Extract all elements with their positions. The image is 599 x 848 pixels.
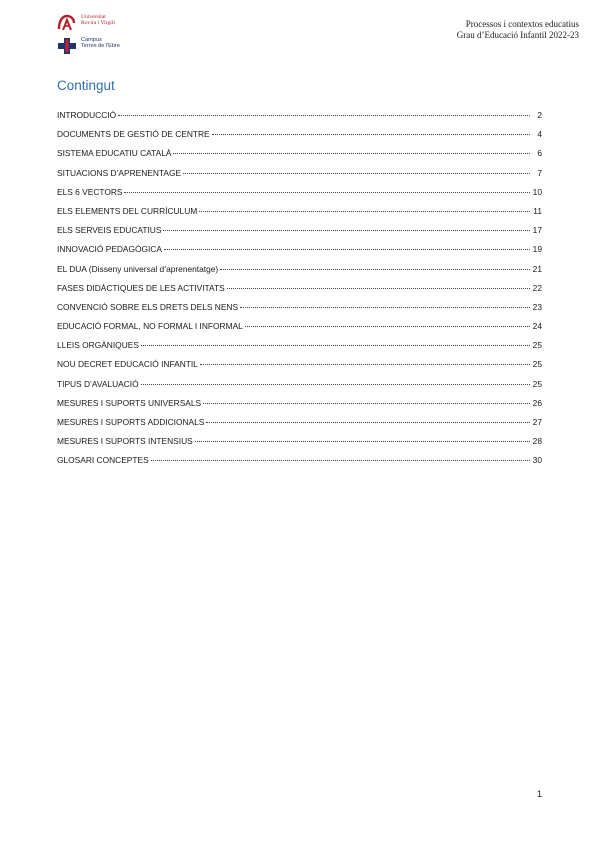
toc-entry-label[interactable]: INTRODUCCIÓ xyxy=(57,110,117,120)
toc-entry[interactable] xyxy=(57,321,542,340)
campus-cross-icon xyxy=(57,37,77,55)
toc-entry-label[interactable]: NOU DECRET EDUCACIÓ INFANTIL xyxy=(57,359,198,370)
toc-entry-label[interactable]: ELS ELEMENTS DEL CURRÍCULUM xyxy=(57,205,198,216)
university-logo xyxy=(57,14,120,32)
header-logos xyxy=(57,14,120,55)
toc-entry-page[interactable]: 23 xyxy=(532,301,542,312)
toc-entry[interactable] xyxy=(57,340,542,359)
toc-dot-leader xyxy=(163,230,530,231)
toc-entry-label[interactable]: TIPUS D’AVALUACIÓ xyxy=(57,378,139,389)
campus-name: Campus Terres de l'Ebre xyxy=(81,37,120,50)
toc-entry[interactable] xyxy=(57,148,542,167)
toc-entry-label[interactable]: SITUACIONS D’APRENENTAGE xyxy=(57,167,182,178)
toc-entry-label[interactable]: MESURES I SUPORTS INTENSIUS xyxy=(57,436,193,447)
toc-dot-leader xyxy=(124,192,530,193)
toc-entry-label[interactable]: EL DUA (Disseny universal d’aprenentatge) xyxy=(57,263,219,274)
toc-entry[interactable] xyxy=(57,398,542,417)
toc-entry-label[interactable]: FASES DIDÀCTIQUES DE LES ACTIVITATS xyxy=(57,282,225,293)
toc-dot-leader xyxy=(220,269,530,270)
toc-title: Contingut xyxy=(57,78,115,93)
toc-entry[interactable] xyxy=(57,206,542,225)
toc-entry-label[interactable]: CONVENCIÓ SOBRE ELS DRETS DELS NENS xyxy=(57,301,239,312)
toc-dot-leader xyxy=(141,345,530,346)
page-number: 1 xyxy=(536,789,542,799)
table-of-contents xyxy=(57,110,542,475)
toc-dot-leader xyxy=(164,249,530,250)
toc-entry-label[interactable]: ELS 6 VECTORS xyxy=(57,186,123,197)
toc-entry[interactable] xyxy=(57,283,542,302)
toc-entry-label[interactable]: LLEIS ORGÀNIQUES xyxy=(57,340,139,351)
toc-dot-leader xyxy=(227,288,530,289)
toc-entry-page[interactable]: 25 xyxy=(532,378,542,389)
toc-entry-label[interactable]: EDUCACIÓ FORMAL, NO FORMAL I INFORMAL xyxy=(57,321,243,332)
toc-entry-page[interactable]: 7 xyxy=(537,167,542,178)
toc-dot-leader xyxy=(173,153,530,154)
toc-dot-leader xyxy=(141,384,530,385)
toc-entry-page[interactable]: 11 xyxy=(533,205,542,216)
toc-entry[interactable] xyxy=(57,187,542,206)
toc-entry[interactable] xyxy=(57,359,542,378)
toc-entry-label[interactable]: SISTEMA EDUCATIU CATALÀ xyxy=(57,148,172,159)
toc-dot-leader xyxy=(118,115,530,116)
toc-dot-leader xyxy=(240,307,530,308)
toc-entry-page[interactable]: 26 xyxy=(532,397,542,408)
toc-entry-label[interactable]: INNOVACIÓ PEDAGÒGICA xyxy=(57,244,163,255)
toc-entry[interactable] xyxy=(57,264,542,283)
toc-entry[interactable] xyxy=(57,436,542,455)
toc-entry-page[interactable]: 24 xyxy=(532,321,542,332)
toc-dot-leader xyxy=(212,134,530,135)
toc-dot-leader xyxy=(245,326,530,327)
toc-entry-label[interactable]: MESURES I SUPORTS UNIVERSALS xyxy=(57,397,202,408)
toc-entry-page[interactable]: 28 xyxy=(532,436,542,447)
course-title: Processos i contextos educatius xyxy=(465,19,579,29)
toc-entry[interactable] xyxy=(57,168,542,187)
toc-entry-page[interactable]: 27 xyxy=(532,417,542,427)
toc-entry-page[interactable]: 21 xyxy=(532,263,542,274)
toc-entry[interactable] xyxy=(57,225,542,244)
toc-dot-leader xyxy=(200,364,530,365)
toc-entry[interactable] xyxy=(57,302,542,321)
university-name: Universitat Rovira i Virgili xyxy=(81,14,115,27)
toc-entry-page[interactable]: 25 xyxy=(532,359,542,370)
toc-entry-label[interactable]: GLOSARI CONCEPTES xyxy=(57,455,149,466)
toc-entry[interactable] xyxy=(57,110,542,129)
toc-entry[interactable] xyxy=(57,244,542,263)
toc-entry-page[interactable]: 25 xyxy=(532,340,542,351)
running-header xyxy=(457,19,579,41)
toc-entry-page[interactable]: 4 xyxy=(537,129,542,140)
toc-entry-label[interactable]: MESURES I SUPORTS ADDICIONALS xyxy=(57,417,205,427)
toc-entry-page[interactable]: 30 xyxy=(532,455,542,466)
toc-entry-page[interactable]: 10 xyxy=(532,186,542,197)
urv-emblem-icon xyxy=(57,14,77,32)
toc-dot-leader xyxy=(151,460,530,461)
toc-entry-label[interactable]: ELS SERVEIS EDUCATIUS xyxy=(57,225,162,236)
toc-dot-leader xyxy=(183,173,530,174)
toc-entry-page[interactable]: 19 xyxy=(532,244,542,255)
campus-logo xyxy=(57,37,120,55)
degree-line: Grau d’Educació Infantil 2022-23 xyxy=(456,30,579,40)
toc-dot-leader xyxy=(203,403,530,404)
toc-entry-label[interactable]: DOCUMENTS DE GESTIÓ DE CENTRE xyxy=(57,129,210,140)
toc-entry-page[interactable]: 2 xyxy=(537,110,542,120)
toc-entry-page[interactable]: 22 xyxy=(532,282,542,293)
toc-entry-page[interactable]: 6 xyxy=(537,148,542,159)
toc-entry[interactable] xyxy=(57,417,542,436)
toc-dot-leader xyxy=(199,211,530,212)
toc-entry-page[interactable]: 17 xyxy=(532,225,542,236)
toc-dot-leader xyxy=(195,441,530,442)
toc-dot-leader xyxy=(206,422,530,423)
toc-entry[interactable] xyxy=(57,129,542,148)
toc-entry[interactable] xyxy=(57,379,542,398)
toc-entry[interactable] xyxy=(57,455,542,474)
